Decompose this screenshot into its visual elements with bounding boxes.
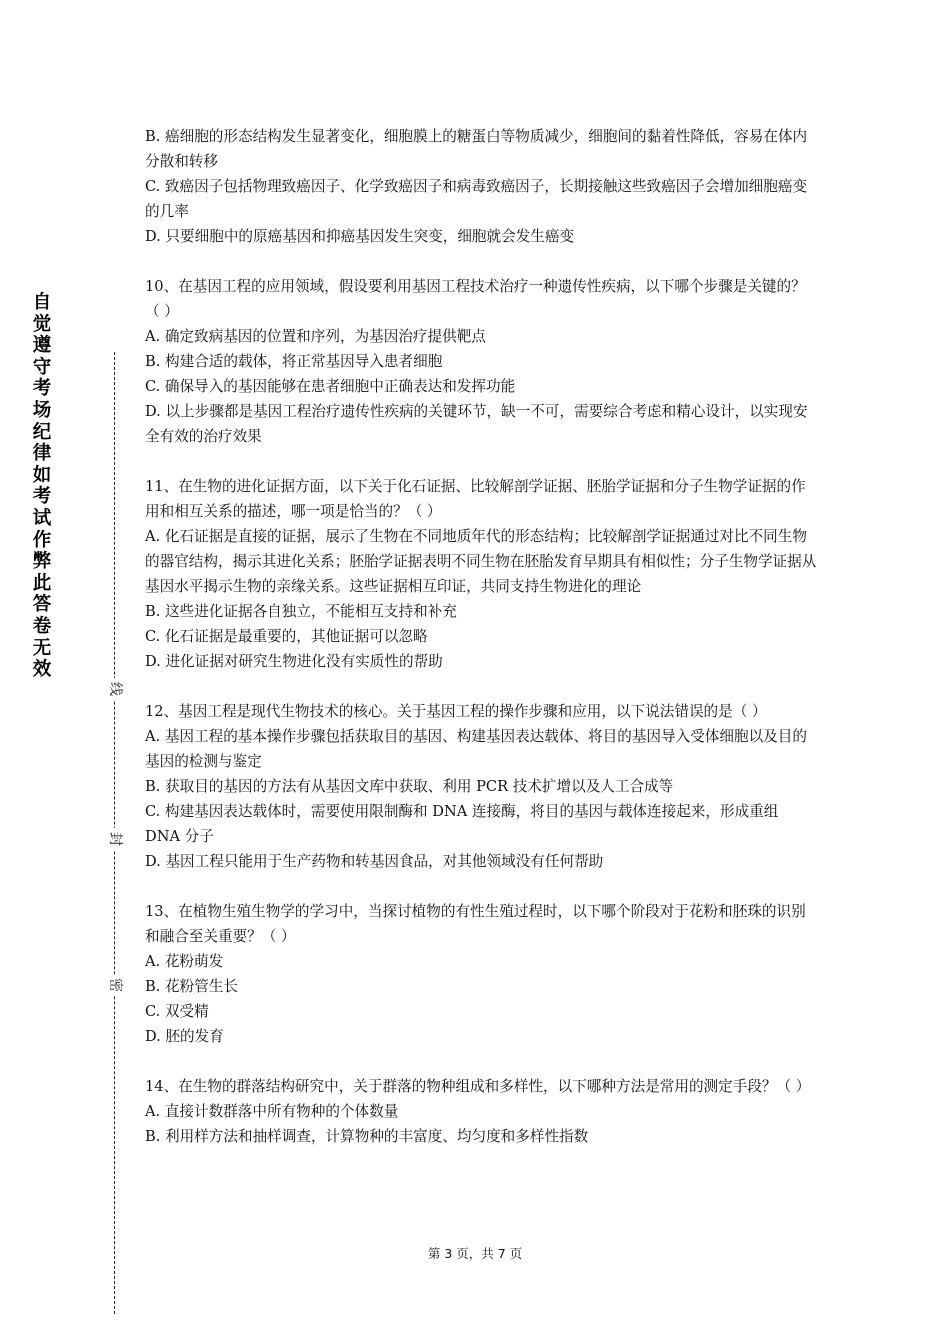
question-content <box>145 124 817 1149</box>
option-d: D. 进化证据对研究生物进化没有实质性的帮助 <box>145 653 443 670</box>
option-c: C. 双受精 <box>145 1003 209 1020</box>
option-b: B. 获取目的基因的方法有从基因文库中获取、利用 PCR 技术扩增以及人工合成等 <box>145 778 674 795</box>
question-11 <box>145 474 817 674</box>
question-stem: 10、在基因工程的应用领域，假设要利用基因工程技术治疗一种遗传性疾病，以下哪个步骤是关键的？（ ） <box>145 278 806 320</box>
option-c: C. 构建基因表达载体时，需要使用限制酶和 DNA 连接酶，将目的基因与载体连接起来，形成重组 DNA 分子 <box>145 803 779 845</box>
exam-discipline-warning: 自觉遵守考场纪律如考试作弊此答卷无效 <box>32 292 52 681</box>
question-stem: 14、在生物的群落结构研究中，关于群落的物种组成和多样性，以下哪种方法是常用的测定手段？（ ） <box>145 1078 811 1095</box>
continued-question-options <box>145 124 817 249</box>
option-c: C. 致癌因子包括物理致癌因子、化学致癌因子和病毒致癌因子，长期接触这些致癌因子会增加细胞癌变的几率 <box>145 178 808 220</box>
option-d: D. 胚的发育 <box>145 1028 224 1045</box>
option-a: A. 化石证据是直接的证据，展示了生物在不同地质年代的形态结构；比较解剖学证据通过对比不同生物的器官结构，揭示其进化关系；胚胎学证据表明不同生物在胚胎发育早期具有相似性；分子生物学证据从基因水平揭示生物的亲缘关系。这些证据相互印证，共同支持生物进化的理论 <box>145 528 817 595</box>
binding-mark-line: 线 <box>106 678 124 700</box>
binding-mark-secret: 密 <box>106 974 124 996</box>
option-d: D. 以上步骤都是基因工程治疗遗传性疾病的关键环节，缺一不可，需要综合考虑和精心设计，以实现安全有效的治疗效果 <box>145 403 808 445</box>
option-b: B. 花粉管生长 <box>145 978 238 995</box>
option-a: A. 直接计数群落中所有物种的个体数量 <box>145 1103 399 1120</box>
binding-mark-seal: 封 <box>106 828 124 850</box>
question-13 <box>145 899 817 1049</box>
question-stem: 11、在生物的进化证据方面，以下关于化石证据、比较解剖学证据、胚胎学证据和分子生物学证据的作用和相互关系的描述，哪一项是恰当的？（ ） <box>145 478 806 520</box>
option-b: B. 构建合适的载体，将正常基因导入患者细胞 <box>145 353 443 370</box>
option-b: B. 利用样方法和抽样调查，计算物种的丰富度、均匀度和多样性指数 <box>145 1128 589 1145</box>
option-c: C. 确保导入的基因能够在患者细胞中正确表达和发挥功能 <box>145 378 516 395</box>
option-a: A. 基因工程的基本操作步骤包括获取目的基因、构建基因表达载体、将目的基因导入受体细胞以及目的基因的检测与鉴定 <box>145 728 807 770</box>
option-d: D. 只要细胞中的原癌基因和抑癌基因发生突变，细胞就会发生癌变 <box>145 228 575 245</box>
option-c: C. 化石证据是最重要的，其他证据可以忽略 <box>145 628 428 645</box>
option-a: A. 确定致病基因的位置和序列，为基因治疗提供靶点 <box>145 328 486 345</box>
option-b: B. 这些进化证据各自独立，不能相互支持和补充 <box>145 603 457 620</box>
question-10 <box>145 274 817 449</box>
question-14 <box>145 1074 817 1149</box>
option-d: D. 基因工程只能用于生产药物和转基因食品，对其他领域没有任何帮助 <box>145 853 604 870</box>
option-a: A. 花粉萌发 <box>145 953 224 970</box>
question-12 <box>145 699 817 874</box>
page-number-footer: 第 3 页，共 7 页 <box>427 1246 523 1261</box>
option-b: B. 癌细胞的形态结构发生显著变化，细胞膜上的糖蛋白等物质减少，细胞间的黏着性降低，容易在体内分散和转移 <box>145 128 808 170</box>
question-stem: 13、在植物生殖生物学的学习中，当探讨植物的有性生殖过程时，以下哪个阶段对于花粉和胚珠的识别和融合至关重要？（ ） <box>145 903 806 945</box>
question-stem: 12、基因工程是现代生物技术的核心。关于基因工程的操作步骤和应用，以下说法错误的是（ ） <box>145 703 767 720</box>
